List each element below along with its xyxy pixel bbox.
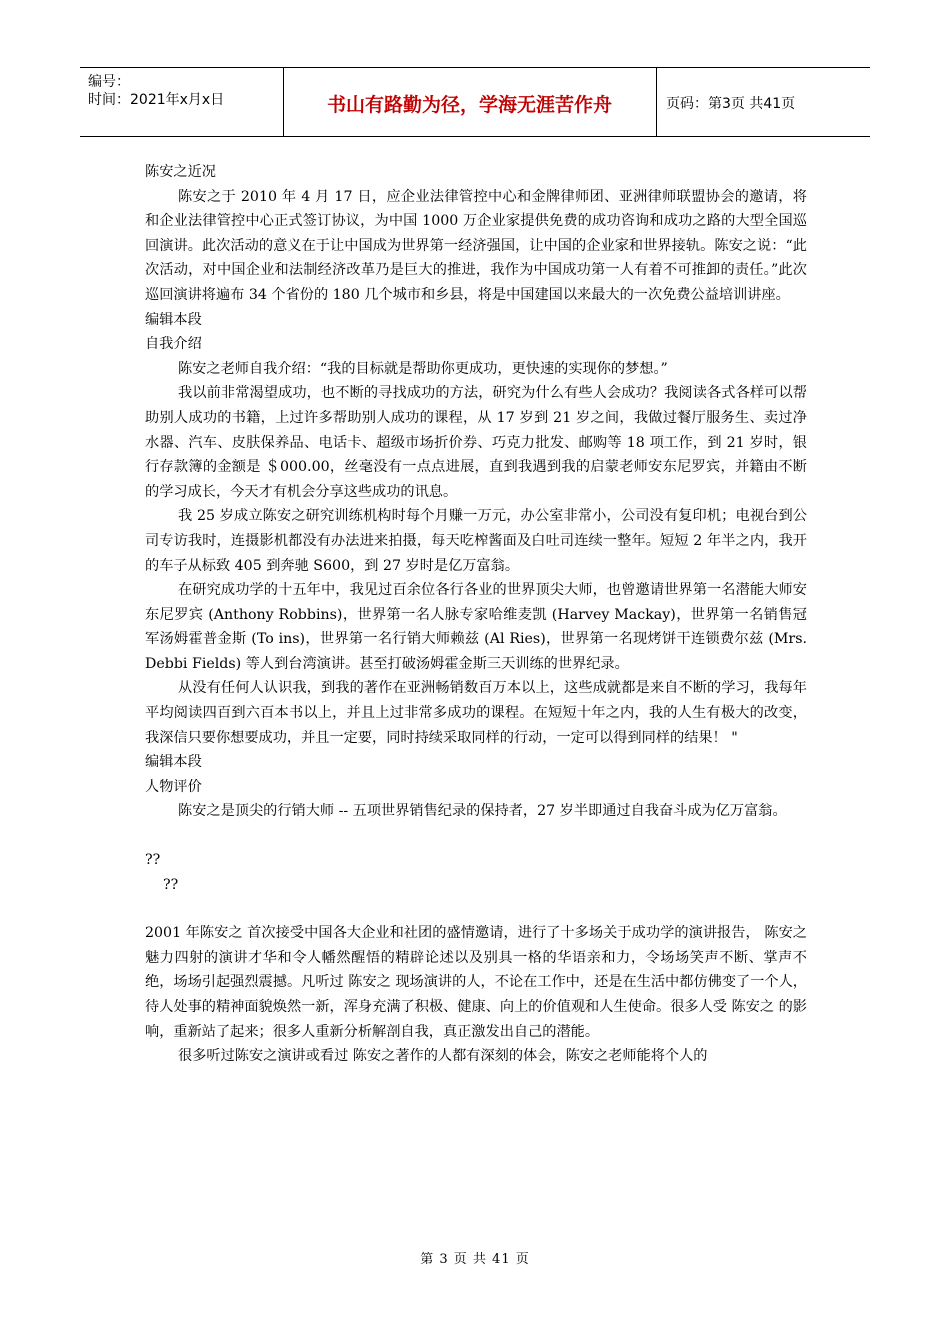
header-number-label: 编号： [88, 74, 130, 90]
spacer [145, 897, 807, 921]
document-body [145, 160, 807, 1069]
paragraph: 在研究成功学的十五年中，我见过百余位各行各业的世界顶尖大师，也曾邀请世界第一名潜能大师安东尼罗宾 (Anthony Robbins)，世界第一名人脉专家哈维麦凯 (Harvey Mackay)，世界第一名销售冠军汤姆霍普金斯 (To ins)，世界第一名行销大师赖兹 (Al Ries)，世界第一名现烤饼干连锁费尔兹 (Mrs. Debbi Fields) 等人到台湾演讲。甚至打破汤姆霍金斯三天训练的世界纪录。 [145, 582, 807, 672]
header-divider [656, 68, 657, 136]
edit-section-label: 编辑本段 [145, 311, 202, 328]
page-header [80, 67, 870, 137]
placeholder-text: ?? [145, 852, 161, 869]
spacer [145, 824, 807, 848]
header-page-info: 页码：第3页 共41页 [666, 96, 796, 112]
paragraph: 陈安之老师自我介绍：“我的目标就是帮助你更成功，更快速的实现你的梦想。” [178, 360, 668, 377]
paragraph: 我 25 岁成立陈安之研究训练机构时每个月赚一万元，办公室非常小，公司没有复印机；电视台到公司专访我时，连摄影机都没有办法进来拍摄，每天吃榨酱面及白吐司连续一整年。短短 2 年半之内，我开的车子从标致 405 到奔驰 S600，到 27 岁时是亿万富翁。 [145, 508, 807, 574]
paragraph: 我以前非常渴望成功，也不断的寻找成功的方法，研究为什么有些人会成功？我阅读各式各样可以帮助别人成功的书籍，上过许多帮助别人成功的课程，从 17 岁到 21 岁之间，我做过餐厅服务生、卖过净水器、汽车、皮肤保养品、电话卡、超级市场折价券、巧克力批发、邮购等 18 项工作，到 21 岁时，银行存款簿的金额是 ＄000.00，丝毫没有一点点进展，直到我遇到我的启蒙老师安东尼罗宾，并籍由不断的学习成长，今天才有机会分享这些成功的讯息。 [145, 385, 807, 500]
header-meta [88, 73, 224, 109]
paragraph: 陈安之是顶尖的行销大师 -- 五项世界销售纪录的保持者，27 岁半即通过自我奋斗成为亿万富翁。 [178, 803, 787, 820]
paragraph: 从没有任何人认识我，到我的著作在亚洲畅销数百万本以上，这些成就都是来自不断的学习，我每年平均阅读四百到六百本书以上，并且上过非常多成功的课程。在短短十年之内，我的人生有极大的改变，我深信只要你想要成功，并且一定要，同时持续采取同样的行动，一定可以得到同样的结果！ " [145, 680, 807, 746]
paragraph: 很多听过陈安之演讲或看过 陈安之著作的人都有深刻的体会，陈安之老师能将个人的 [178, 1048, 708, 1065]
placeholder-text: ?? [163, 876, 179, 893]
section-title-recent: 陈安之近况 [145, 164, 216, 180]
paragraph: 陈安之于 2010 年 4 月 17 日，应企业法律管控中心和金牌律师团、亚洲律师联盟协会的邀请，将和企业法律管控中心正式签订协议，为中国 1000 万企业家提供免费的成功咨询和成功之路的大型全国巡回演讲。此次活动的意义在于让中国成为世界第一经济强国，让中国的企业家和世界接轨。陈安之说：“此次活动，对中国企业和法制经济改革乃是巨大的推进，我作为中国成功第一人有着不可推卸的责任。”此次巡回演讲将遍布 34 个省份的 180 几个城市和乡县，将是中国建国以来最大的一次免费公益培训讲座。 [145, 188, 807, 303]
section-title-evaluation: 人物评价 [145, 778, 202, 795]
edit-section-label: 编辑本段 [145, 754, 202, 771]
section-title-intro: 自我介绍 [145, 336, 202, 353]
page-footer: 第 3 页 共 41 页 [420, 1252, 530, 1267]
header-date: 时间：2021年x月x日 [88, 92, 225, 108]
paragraph: 2001 年陈安之 首次接受中国各大企业和社团的盛情邀请，进行了十多场关于成功学的演讲报告， 陈安之魅力四射的演讲才华和令人幡然醒悟的精辟论述以及别具一格的华语亲和力，令场场笑声不断、掌声不绝，场场引起强烈震撼。凡听过 陈安之 现场演讲的人，不论在工作中，还是在生活中都仿佛变了一个人，待人处事的精神面貌焕然一新，浑身充满了积极、健康、向上的价值观和人生使命。很多人受 陈安之 的影响，重新站了起来；很多人重新分析解剖自我，真正激发出自己的潜能。 [145, 925, 807, 1040]
header-motto: 书山有路勤为径，学海无涯苦作舟 [326, 94, 612, 116]
